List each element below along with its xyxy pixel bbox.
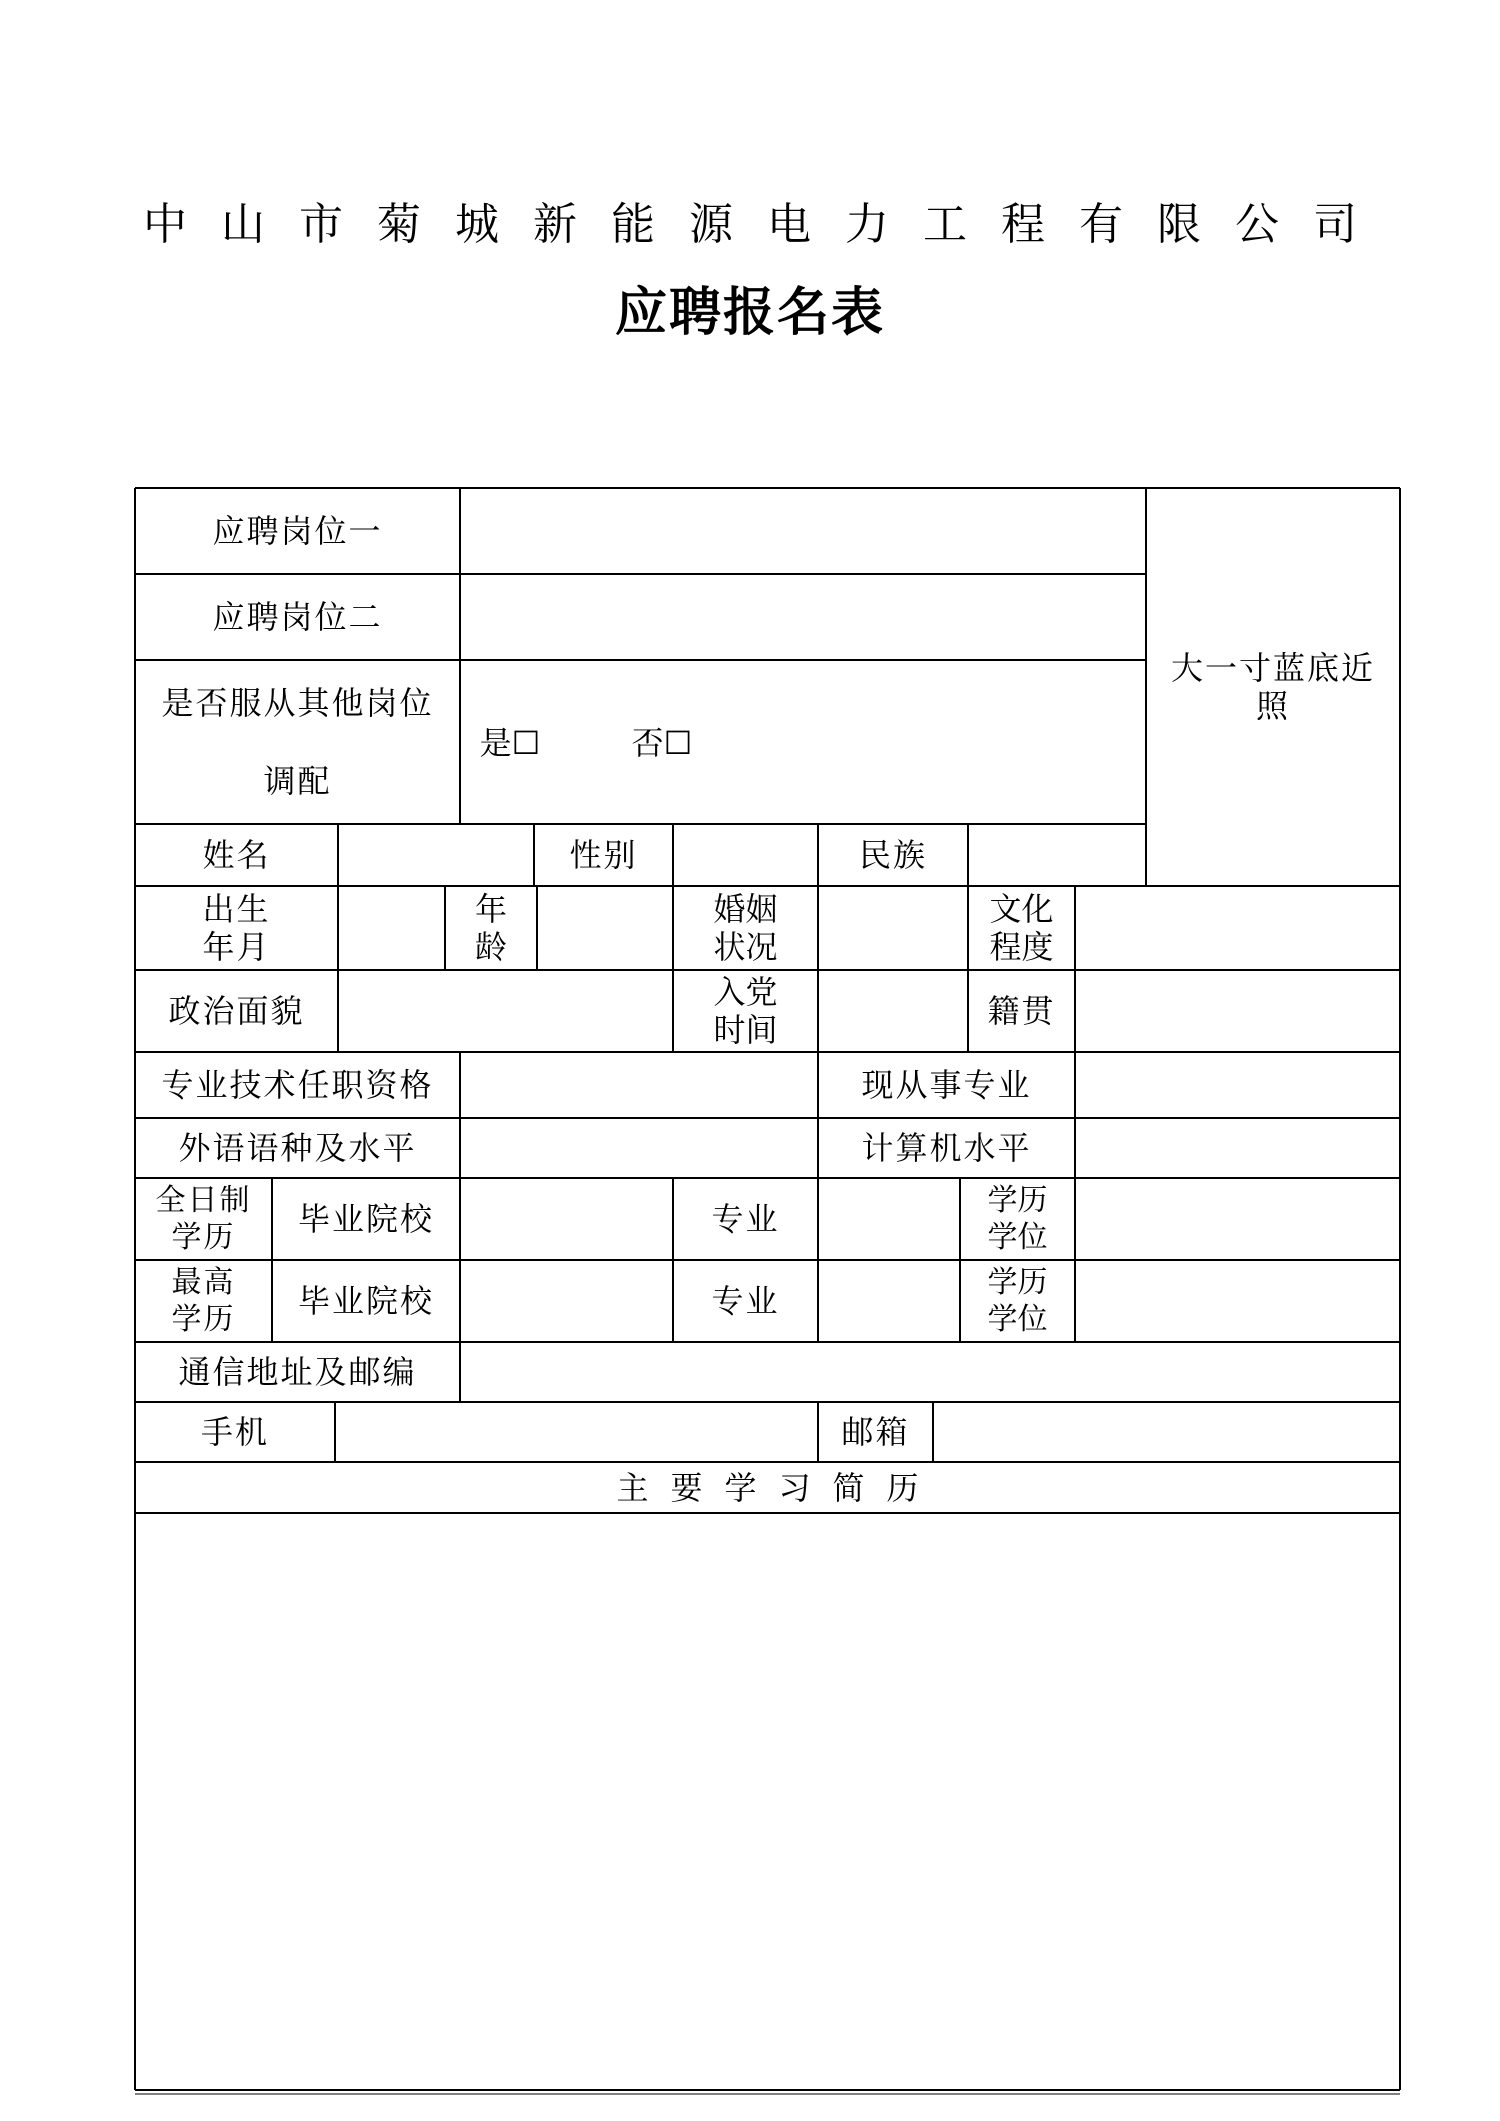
yes-checkbox[interactable]: 是☐ <box>479 724 541 762</box>
label-fulltime-degree <box>960 1178 1075 1260</box>
field-computer-level[interactable] <box>1075 1118 1400 1178</box>
field-political-status[interactable] <box>338 970 673 1052</box>
label-native-place: 籍贯 <box>987 992 1056 1030</box>
form-title: 应聘报名表 <box>614 282 885 343</box>
label-email: 邮箱 <box>841 1413 910 1451</box>
label-highest-degree <box>960 1260 1075 1342</box>
field-education-level[interactable] <box>1075 886 1400 970</box>
field-fulltime-degree[interactable] <box>1075 1178 1400 1260</box>
label-fulltime-major: 专业 <box>711 1200 780 1238</box>
label-mobile: 手机 <box>200 1413 269 1451</box>
label-highest-education <box>135 1260 272 1342</box>
label-highest-major: 专业 <box>711 1282 780 1320</box>
field-gender[interactable] <box>673 824 818 886</box>
label-gender: 性别 <box>569 836 638 874</box>
label-party-line-2: 时间 <box>713 1011 778 1049</box>
field-tech-qualification[interactable] <box>460 1052 818 1118</box>
label-fulltime-degree-line-2: 学位 <box>987 1220 1048 1255</box>
field-birth-date[interactable] <box>338 886 445 970</box>
label-fulltime-line-1: 全日制 <box>155 1183 252 1218</box>
label-marital-line-2: 状况 <box>713 928 778 966</box>
label-highest-degree-line-2: 学位 <box>987 1302 1048 1337</box>
field-ethnicity[interactable] <box>968 824 1146 886</box>
label-highest-line-1: 最高 <box>171 1265 236 1300</box>
label-fulltime-degree-line-1: 学历 <box>987 1183 1048 1218</box>
label-marital-status <box>673 886 818 970</box>
label-position-2: 应聘岗位二 <box>212 598 383 636</box>
field-age[interactable] <box>537 886 673 970</box>
field-fulltime-school[interactable] <box>460 1178 673 1260</box>
label-current-specialty: 现从事专业 <box>861 1066 1032 1104</box>
company-name: 中山市菊城新能源电力工程有限公司 <box>143 199 1391 250</box>
label-highest-degree-line-1: 学历 <box>987 1265 1048 1300</box>
label-fulltime-school: 毕业院校 <box>297 1200 434 1238</box>
label-party-line-1: 入党 <box>713 973 778 1011</box>
label-birth-line-2: 年月 <box>202 928 271 966</box>
field-highest-degree[interactable] <box>1075 1260 1400 1342</box>
label-computer-level: 计算机水平 <box>861 1129 1032 1167</box>
label-ethnicity: 民族 <box>858 836 927 874</box>
label-political-status: 政治面貌 <box>168 992 305 1030</box>
label-age-line-1: 年 <box>474 890 507 928</box>
label-education-level <box>968 886 1075 970</box>
label-age-line-2: 龄 <box>474 928 507 966</box>
field-position-2[interactable] <box>460 574 1146 660</box>
field-current-specialty[interactable] <box>1075 1052 1400 1118</box>
label-fulltime-line-2: 学历 <box>171 1220 236 1255</box>
label-fulltime-education <box>135 1178 272 1260</box>
field-marital-status[interactable] <box>818 886 968 970</box>
label-age <box>445 886 537 970</box>
photo-placeholder[interactable] <box>1146 488 1400 886</box>
field-party-date[interactable] <box>818 970 968 1052</box>
field-native-place[interactable] <box>1075 970 1400 1052</box>
resume-heading: 主要学习简历 <box>616 1468 941 1507</box>
field-highest-school[interactable] <box>460 1260 673 1342</box>
field-foreign-language[interactable] <box>460 1118 818 1178</box>
label-birth-line-1: 出生 <box>202 890 271 928</box>
no-checkbox[interactable]: 否☐ <box>631 724 693 762</box>
label-foreign-language: 外语语种及水平 <box>178 1129 417 1167</box>
label-highest-line-2: 学历 <box>171 1302 236 1337</box>
field-email[interactable] <box>933 1402 1400 1462</box>
field-address[interactable] <box>460 1342 1400 1402</box>
label-obey-line-1: 是否服从其他岗位 <box>161 684 434 722</box>
label-highest-school: 毕业院校 <box>297 1282 434 1320</box>
photo-label-line-1: 大一寸蓝底近 <box>1170 649 1375 687</box>
label-tech-qualification: 专业技术任职资格 <box>161 1066 434 1104</box>
photo-label-line-2: 照 <box>1255 687 1290 725</box>
field-position-1[interactable] <box>460 488 1146 574</box>
field-name[interactable] <box>338 824 534 886</box>
field-highest-major[interactable] <box>818 1260 960 1342</box>
label-obey-reassignment <box>135 660 460 824</box>
field-fulltime-major[interactable] <box>818 1178 960 1260</box>
label-edu-line-2: 程度 <box>989 928 1054 966</box>
label-position-1: 应聘岗位一 <box>212 512 383 550</box>
resume-textarea[interactable] <box>135 1513 1400 2090</box>
label-obey-line-2: 调配 <box>263 762 332 800</box>
label-name: 姓名 <box>202 836 271 874</box>
label-birth-date <box>135 886 338 970</box>
label-edu-line-1: 文化 <box>989 890 1054 928</box>
label-marital-line-1: 婚姻 <box>713 890 778 928</box>
label-address: 通信地址及邮编 <box>178 1353 417 1391</box>
label-party-date <box>673 970 818 1052</box>
field-mobile[interactable] <box>335 1402 818 1462</box>
